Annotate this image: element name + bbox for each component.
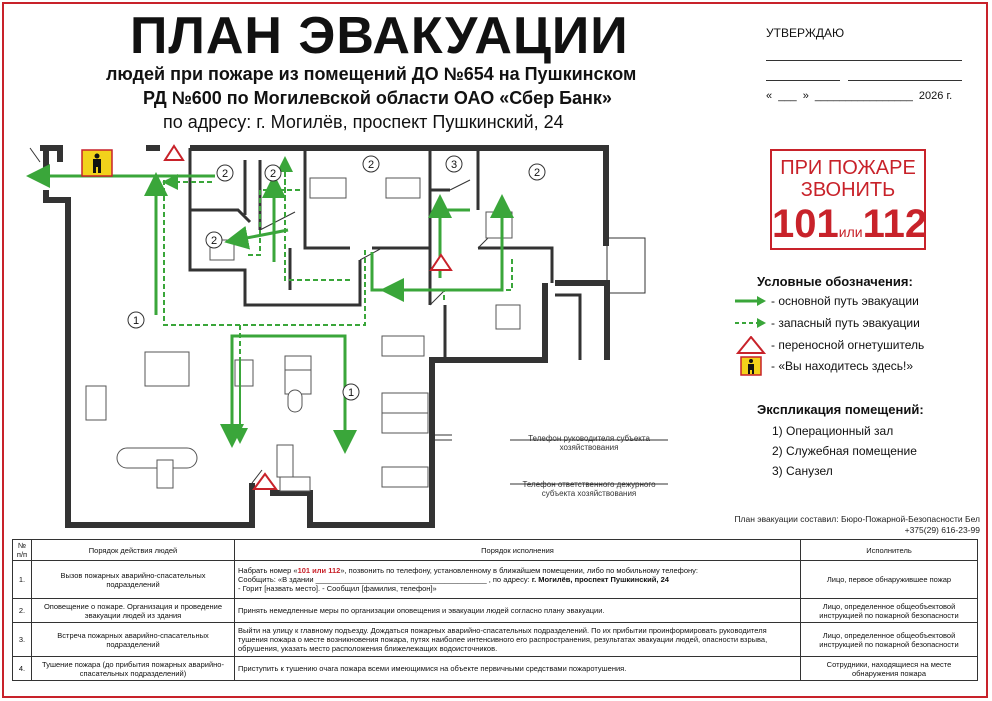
- emergency-numbers: 101 или 112: [297, 566, 341, 575]
- address-line: по адресу: г. Могилёв, проспект Пушкинский, 24: [163, 112, 564, 132]
- page-title: ПЛАН ЭВАКУАЦИИ: [130, 7, 629, 65]
- room-number: 1: [132, 315, 140, 327]
- room-number: 2: [210, 235, 218, 247]
- room-number: 3: [450, 159, 458, 171]
- fire-number-1: 101: [772, 202, 839, 246]
- room-number: 2: [221, 168, 229, 180]
- fire-extinguisher-triangle-icon: [431, 255, 451, 270]
- explication-title: Экспликация помещений:: [757, 402, 924, 417]
- col-header-executor: Исполнитель: [801, 540, 978, 561]
- subtitle-line2: РД №600 по Могилевской области ОАО «Сбер Банк»: [143, 88, 612, 108]
- explication-item: 1) Операционный зал: [772, 424, 894, 438]
- table-row: [13, 657, 978, 681]
- row-executor: Лицо, первое обнаружившее пожар: [801, 561, 978, 599]
- table-row: [13, 561, 978, 599]
- legend-item-reserve-route: - запасный путь эвакуации: [735, 316, 920, 330]
- fire-number-2: 112: [862, 202, 928, 246]
- you-are-here-icon: [82, 150, 112, 176]
- fire-call-box: [770, 149, 926, 250]
- row-num: 4.: [13, 657, 32, 681]
- approval-signature-line: [766, 60, 962, 61]
- row-num: 1.: [13, 561, 32, 599]
- phone-duty-label: Телефон ответственного дежурного субъекта хозяйствования: [522, 480, 656, 498]
- room-number: 1: [347, 387, 355, 399]
- actions-table: [12, 539, 978, 681]
- approval-date: « ___ » ________________ 2026 г.: [766, 90, 953, 102]
- table-row: [13, 599, 978, 623]
- legend-item-main-route: - основной путь эвакуации: [735, 294, 919, 308]
- subtitle-line1: людей при пожаре из помещений ДО №654 на Пушкинском: [106, 64, 637, 84]
- col-header-action: Порядок действия людей: [32, 540, 235, 561]
- explication-item: 3) Санузел: [772, 464, 833, 478]
- legend-item-extinguisher: - переносной огнетушитель: [735, 336, 924, 354]
- fire-call-line1: ПРИ ПОЖАРЕ: [780, 157, 916, 179]
- plan-composer: План эвакуации составил: Бюро-Пожарной-Безопасности Бел +375(29) 616-23-99: [734, 514, 980, 535]
- phone-head-label: Телефон руководителя субъекта хозяйствования: [528, 434, 650, 452]
- room-number: 2: [269, 168, 277, 180]
- fire-or: или: [838, 224, 863, 240]
- approval-position-line: [766, 80, 840, 81]
- explication-item: 2) Служебная помещение: [772, 444, 917, 458]
- row-action: Тушение пожара (до прибытия пожарных аварийно-спасательных подразделений): [32, 657, 235, 681]
- row-executor: Лицо, определенное общеобъектовой инструкцией по пожарной безопасности: [801, 623, 978, 657]
- col-header-num: № п/п: [13, 540, 32, 561]
- approval-name-line: [848, 80, 962, 81]
- row-procedure: Принять немедленные меры по организации оповещения и эвакуации людей согласно плану эвакуации.: [235, 599, 801, 623]
- row-procedure: Выйти на улицу к главному подъезду. Дождаться пожарных аварийно-спасательных подразделений. По их прибытии проинформировать руководителя тушения пожара о месте возникновения пожара, путях наиболее интенсивного его распространения, результатах эвакуации людей, опасности взрыва, обрушения, указать место расположения ближележащих водоисточников.: [235, 623, 801, 657]
- room-number: 2: [367, 159, 375, 171]
- row-num: 3.: [13, 623, 32, 657]
- col-header-procedure: Порядок исполнения: [235, 540, 801, 561]
- table-header-row: [13, 540, 978, 561]
- legend-item-you-are-here: - «Вы находитесь здесь!»: [735, 356, 913, 376]
- row-executor: Лицо, определенное общеобъектовой инструкцией по пожарной безопасности: [801, 599, 978, 623]
- row-action: Оповещение о пожаре. Организация и проведение эвакуации людей из здания: [32, 599, 235, 623]
- row-executor: Сотрудники, находящиеся на месте обнаружения пожара: [801, 657, 978, 681]
- room-number: 2: [533, 167, 541, 179]
- row-num: 2.: [13, 599, 32, 623]
- fire-call-line2: ЗВОНИТЬ: [800, 179, 896, 201]
- row-action: Встреча пожарных аварийно-спасательных подразделений: [32, 623, 235, 657]
- fire-extinguisher-triangle-icon: [165, 146, 183, 160]
- row-action: Вызов пожарных аварийно-спасательных подразделений: [32, 561, 235, 599]
- row-procedure: Приступить к тушению очага пожара всеми имеющимися на объекте первичными средствами пожаротушения.: [235, 657, 801, 681]
- entrance-porch: [607, 238, 645, 293]
- table-row: [13, 623, 978, 657]
- row-procedure: Набрать номер «101 или 112», позвонить по телефону, установленному в ближайшем помещении, либо по мобильному телефону: Сообщить: «В здании _________________________________________ , по адресу: г. Могилёв, проспект Пушкинский, 24 - Горит [назвать место]. - Сообщил [фамилия, телефон]»: [235, 561, 801, 599]
- fire-call-numbers: [772, 202, 928, 253]
- approval-label: УТВЕРЖДАЮ: [766, 26, 845, 40]
- reserve-evacuation-routes: [164, 164, 512, 440]
- legend-title: Условные обозначения:: [757, 274, 913, 289]
